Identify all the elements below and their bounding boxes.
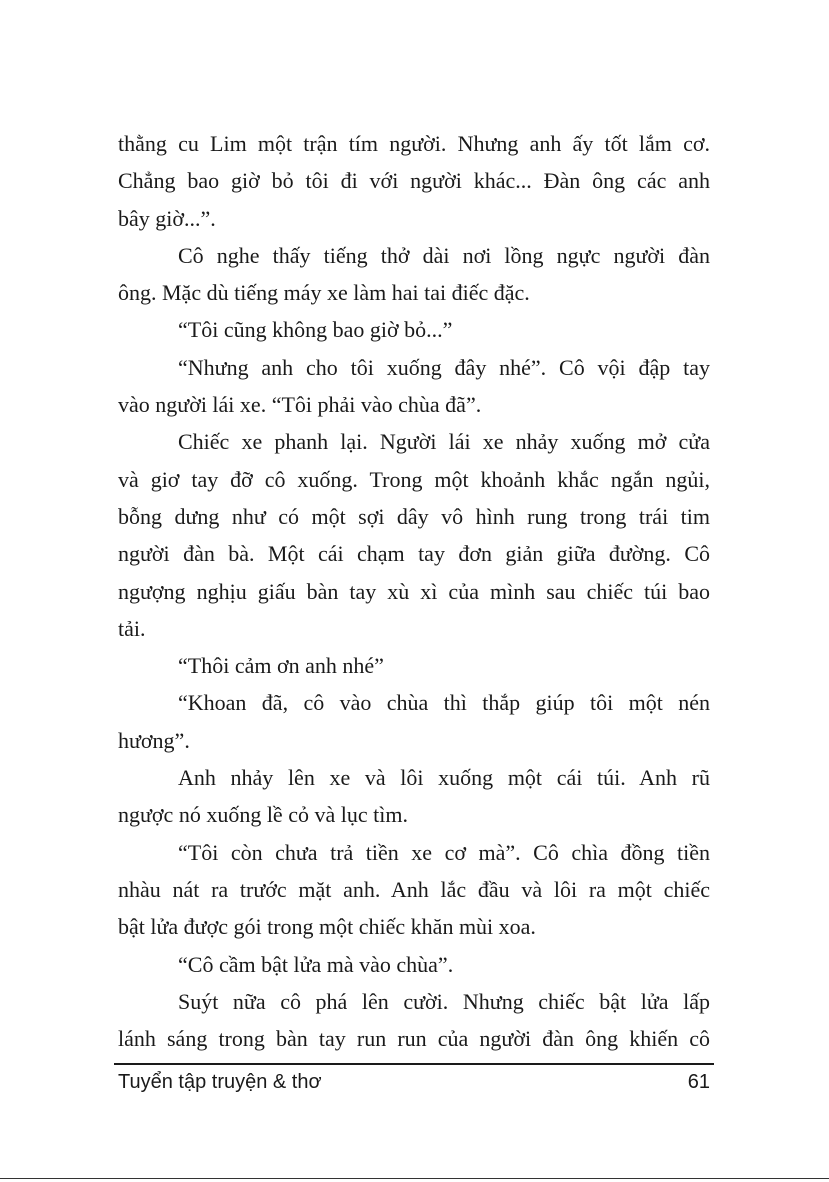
text-line: “Nhưng anh cho tôi xuống đây nhé”. Cô vội đập tay xyxy=(178,354,710,380)
text-line: tải. xyxy=(118,615,146,641)
text-line: hương”. xyxy=(118,727,190,753)
text-line: thằng cu Lim một trận tím người. Nhưng anh ấy tốt lắm cơ. xyxy=(118,131,710,156)
text-line: vào người lái xe. “Tôi phải vào chùa đã”. xyxy=(118,392,482,418)
page-number: 61 xyxy=(687,1071,710,1093)
text-line: Chẳng bao giờ bỏ tôi đi với người khác... Đàn ông các anh xyxy=(118,168,710,194)
text-line: Cô nghe thấy tiếng thở dài nơi lồng ngực người đàn xyxy=(178,242,710,268)
text-line: “Cô cầm bật lửa mà vào chùa”. xyxy=(178,951,454,977)
running-footer-title: Tuyển tập truyện & thơ xyxy=(118,1071,322,1093)
text-line: bỗng dưng như có một sợi dây vô hình rung trong trái tim xyxy=(118,503,710,529)
footer-divider xyxy=(114,1063,714,1065)
text-line: nhàu nát ra trước mặt anh. Anh lắc đầu và lôi ra một chiếc xyxy=(118,876,710,902)
text-line: “Thôi cảm ơn anh nhé” xyxy=(178,653,384,679)
text-line: lánh sáng trong bàn tay run run của người đàn ông khiến cô xyxy=(118,1026,710,1052)
text-line: “Khoan đã, cô vào chùa thì thắp giúp tôi một nén xyxy=(178,690,710,716)
page-edge-line xyxy=(0,1178,829,1179)
text-line: “Tôi cũng không bao giờ bỏ...” xyxy=(178,317,453,343)
text-line: bật lửa được gói trong một chiếc khăn mùi xoa. xyxy=(118,914,536,940)
text-line: ngược nó xuống lề cỏ và lục tìm. xyxy=(118,802,408,828)
body-text xyxy=(118,125,710,1057)
text-line: ngượng nghịu giấu bàn tay xù xì của mình sau chiếc túi bao xyxy=(118,578,710,604)
text-line: ông. Mặc dù tiếng máy xe làm hai tai điếc đặc. xyxy=(118,280,530,306)
text-line: và giơ tay đỡ cô xuống. Trong một khoảnh khắc ngắn ngủi, xyxy=(118,466,710,492)
text-line: Suýt nữa cô phá lên cười. Nhưng chiếc bật lửa lấp xyxy=(178,988,710,1014)
text-line: “Tôi còn chưa trả tiền xe cơ mà”. Cô chìa đồng tiền xyxy=(178,839,710,865)
text-line: Anh nhảy lên xe và lôi xuống một cái túi. Anh rũ xyxy=(178,765,710,791)
text-line: Chiếc xe phanh lại. Người lái xe nhảy xuống mở cửa xyxy=(178,429,710,455)
text-line: người đàn bà. Một cái chạm tay đơn giản giữa đường. Cô xyxy=(118,541,710,567)
text-line: bây giờ...”. xyxy=(118,205,216,231)
